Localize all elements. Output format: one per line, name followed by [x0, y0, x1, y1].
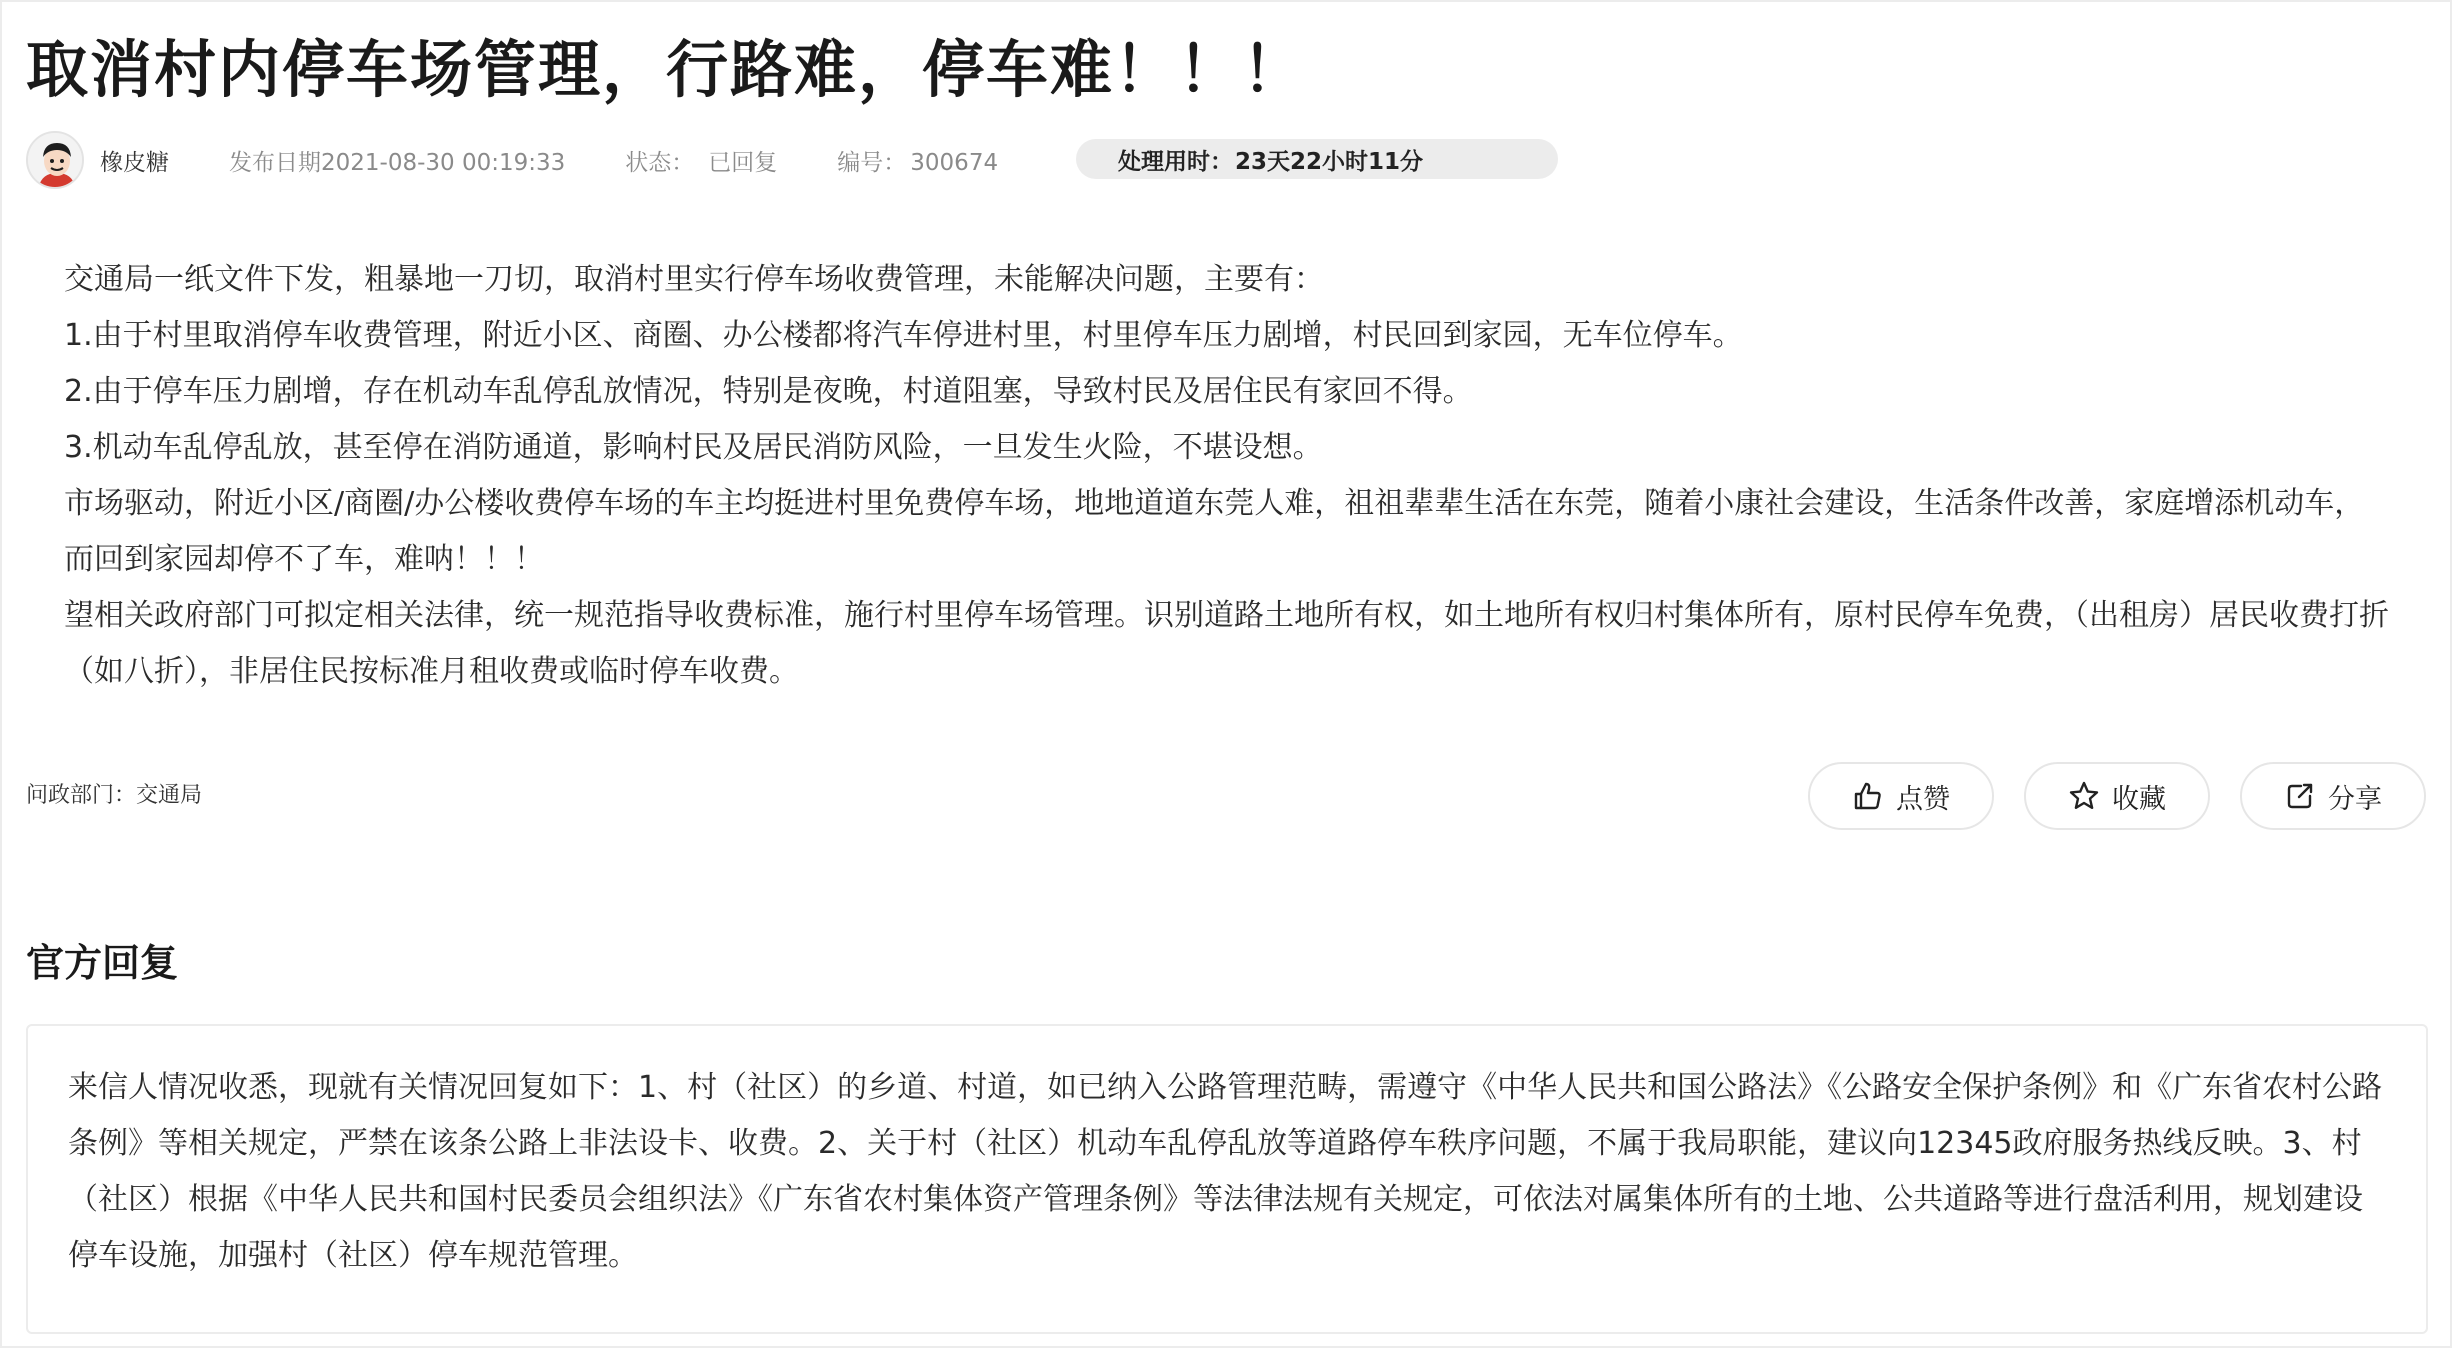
post-meta	[26, 130, 998, 190]
body-paragraph: 市场驱动，附近小区/商圈/办公楼收费停车场的车主均挺进村里免费停车场，地地道道东莞人难，祖祖辈辈生活在东莞，随着小康社会建设，生活条件改善，家庭增添机动车，而回到家园却停不了车，难呐！！！	[64, 486, 2365, 577]
publish-date: 发布日期2021-08-30 00:19:33	[229, 149, 566, 176]
serial-label: 编号：	[837, 149, 907, 176]
processing-time-badge	[1076, 139, 1558, 179]
share-button[interactable]	[2240, 762, 2426, 830]
thumbs-up-icon	[1852, 780, 1884, 812]
department: 问政部门：交通局	[26, 783, 203, 808]
official-reply-text: 来信人情况收悉，现就有关情况回复如下：1、村（社区）的乡道、村道，如已纳入公路管理范畴，需遵守《中华人民共和国公路法》《公路安全保护条例》和《广东省农村公路条例》等相关规定，严禁在该条公路上非法设卡、收费。2、关于村（社区）机动车乱停乱放等道路停车秩序问题，不属于我局职能，建议向12345政府服务热线反映。3、村（社区）根据《中华人民共和国村民委员会组织法》《广东省农村集体资产管理条例》等法律法规有关规定，可依法对属集体所有的土地、公共道路等进行盘活利用，规划建设停车设施，加强村（社区）停车规范管理。	[68, 1070, 2383, 1273]
like-label: 点赞	[1896, 783, 1950, 815]
body-paragraph: 2.由于停车压力剧增，存在机动车乱停乱放情况，特别是夜晚，村道阻塞，导致村民及居住民有家回不得。	[64, 374, 1473, 409]
cartoon-avatar-icon	[28, 133, 84, 189]
avatar[interactable]	[26, 131, 84, 189]
serial-value: 300674	[910, 149, 999, 176]
favorite-button[interactable]	[2024, 762, 2210, 830]
body-paragraph: 交通局一纸文件下发，粗暴地一刀切，取消村里实行停车场收费管理，未能解决问题，主要有：	[64, 262, 1324, 297]
official-reply-heading: 官方回复	[26, 941, 179, 985]
author-name[interactable]: 橡皮糖	[100, 149, 169, 176]
favorite-label: 收藏	[2112, 783, 2166, 815]
share-label: 分享	[2328, 783, 2382, 815]
body-paragraph: 望相关政府部门可拟定相关法律，统一规范指导收费标准，施行村里停车场管理。识别道路土地所有权，如土地所有权归村集体所有，原村民停车免费，（出租房）居民收费打折（如八折），非居住民按标准月租收费或临时停车收费。	[64, 598, 2389, 689]
share-icon	[2284, 780, 2316, 812]
official-reply-box	[26, 1024, 2428, 1334]
like-button[interactable]	[1808, 762, 1994, 830]
processing-time-label: 处理用时：	[1118, 148, 1233, 175]
status-label: 状态：	[625, 149, 695, 176]
body-paragraph: 1.由于村里取消停车收费管理，附近小区、商圈、办公楼都将汽车停进村里，村里停车压力剧增，村民回到家园，无车位停车。	[64, 318, 1743, 353]
status-value: 已回复	[708, 149, 778, 176]
processing-time-value: 23天22小时11分	[1235, 148, 1424, 175]
star-icon	[2068, 780, 2100, 812]
post-body	[64, 252, 2394, 700]
serial-number	[837, 144, 998, 177]
status	[625, 144, 777, 177]
post-title: 取消村内停车场管理，行路难，停车难！！！	[26, 33, 1307, 106]
body-paragraph: 3.机动车乱停乱放，甚至停在消防通道，影响村民及居民消防风险，一旦发生火险，不堪设想。	[64, 430, 1323, 465]
